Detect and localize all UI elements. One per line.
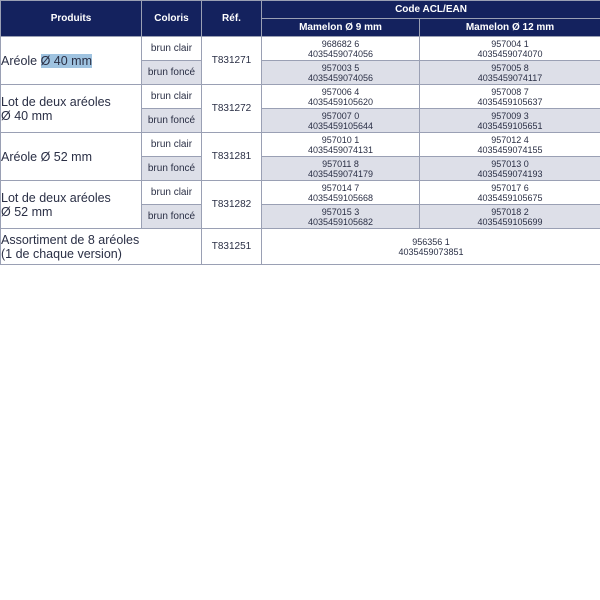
code-cell-12mm: [420, 133, 600, 157]
acl-code: 957018 2: [491, 206, 529, 217]
coloris-cell: brun clair: [142, 133, 202, 157]
product-name-line2: (1 de chaque version): [1, 246, 122, 261]
coloris-cell: brun clair: [142, 37, 202, 61]
ean-code: 4035459105668: [307, 192, 374, 203]
product-name-line1: Lot de deux aréoles: [1, 94, 111, 109]
acl-code: 957006 4: [321, 86, 360, 97]
header-ref: Réf.: [202, 1, 262, 37]
product-name-line2: Ø 52 mm: [1, 204, 53, 219]
acl-code: 957014 7: [321, 182, 360, 193]
code-cell-12mm: [420, 109, 600, 133]
product-name-text: Aréole: [1, 53, 41, 68]
acl-code: 957013 0: [491, 158, 529, 169]
acl-code: 957011 8: [322, 158, 359, 169]
coloris-cell: brun foncé: [142, 157, 202, 181]
code-cell-9mm: [262, 181, 420, 205]
acl-code: 957010 1: [321, 134, 360, 145]
coloris-cell: brun clair: [142, 181, 202, 205]
ean-code: 4035459105644: [307, 120, 374, 131]
product-name: Aréole Ø 52 mm: [1, 133, 142, 181]
ean-code: 4035459074070: [477, 48, 543, 59]
product-name-line1: Assortiment de 8 aréoles: [1, 232, 140, 247]
code-cell-9mm: [262, 205, 420, 229]
ean-code: 4035459074193: [477, 168, 543, 179]
code-cell-12mm: [420, 157, 600, 181]
ref-cell: T831251: [202, 229, 262, 265]
ean-code: 4035459105682: [307, 216, 374, 227]
code-cell-9mm: [262, 157, 420, 181]
header-code: Code ACL/EAN: [262, 1, 600, 19]
product-name: [1, 181, 142, 229]
table-row: [1, 229, 600, 265]
product-name: [1, 229, 202, 265]
code-cell-9mm: [262, 61, 420, 85]
header-produits: Produits: [1, 1, 142, 37]
acl-code: 957005 8: [491, 62, 529, 73]
acl-code: 957007 0: [321, 110, 360, 121]
table-row: [1, 85, 600, 109]
coloris-cell: brun foncé: [142, 205, 202, 229]
code-cell-9mm: [262, 109, 420, 133]
acl-code: 957004 1: [491, 38, 529, 49]
ean-code: 4035459073851: [398, 246, 464, 257]
coloris-cell: brun foncé: [142, 61, 202, 85]
code-cell-9mm: [262, 85, 420, 109]
acl-code: 968682 6: [321, 38, 360, 49]
ref-cell: T831271: [202, 37, 262, 85]
ean-code: 4035459074117: [477, 72, 543, 83]
acl-code: 957009 3: [491, 110, 529, 121]
acl-code: 957003 5: [321, 62, 360, 73]
ean-code: 4035459074131: [307, 144, 374, 155]
ean-code: 4035459074155: [477, 144, 543, 155]
ean-code: 4035459105699: [477, 216, 543, 227]
product-name: [1, 37, 142, 85]
acl-code: 957015 3: [321, 206, 360, 217]
acl-code: 957017 6: [491, 182, 529, 193]
ref-cell: T831282: [202, 181, 262, 229]
product-name-line2: Ø 40 mm: [1, 108, 53, 123]
code-cell-9mm: [262, 37, 420, 61]
code-cell-combined: [262, 229, 600, 265]
code-cell-9mm: [262, 133, 420, 157]
product-table: [0, 0, 600, 265]
header-coloris: Coloris: [142, 1, 202, 37]
code-cell-12mm: [420, 61, 600, 85]
code-cell-12mm: [420, 85, 600, 109]
ean-code: 4035459074179: [307, 168, 374, 179]
acl-code: 957012 4: [491, 134, 529, 145]
acl-code: 957008 7: [491, 86, 529, 97]
acl-code: 956356 1: [412, 236, 450, 247]
code-cell-12mm: [420, 37, 600, 61]
table-row: [1, 133, 600, 157]
ref-cell: T831272: [202, 85, 262, 133]
header-mamelon-9: Mamelon Ø 9 mm: [262, 19, 420, 37]
product-name: [1, 85, 142, 133]
ean-code: 4035459105620: [307, 96, 374, 107]
ref-cell: T831281: [202, 133, 262, 181]
ean-code: 4035459105675: [477, 192, 543, 203]
product-name-line1: Lot de deux aréoles: [1, 190, 111, 205]
ean-code: 4035459074056: [307, 48, 374, 59]
ean-code: 4035459074056: [307, 72, 374, 83]
code-cell-12mm: [420, 181, 600, 205]
code-cell-12mm: [420, 205, 600, 229]
header-mamelon-12: Mamelon Ø 12 mm: [420, 19, 600, 37]
ean-code: 4035459105637: [477, 96, 543, 107]
coloris-cell: brun foncé: [142, 109, 202, 133]
table-row: [1, 181, 600, 205]
ean-code: 4035459105651: [477, 120, 543, 131]
selected-text-highlight: Ø 40 mm: [40, 53, 93, 68]
coloris-cell: brun clair: [142, 85, 202, 109]
table-row: [1, 37, 600, 61]
